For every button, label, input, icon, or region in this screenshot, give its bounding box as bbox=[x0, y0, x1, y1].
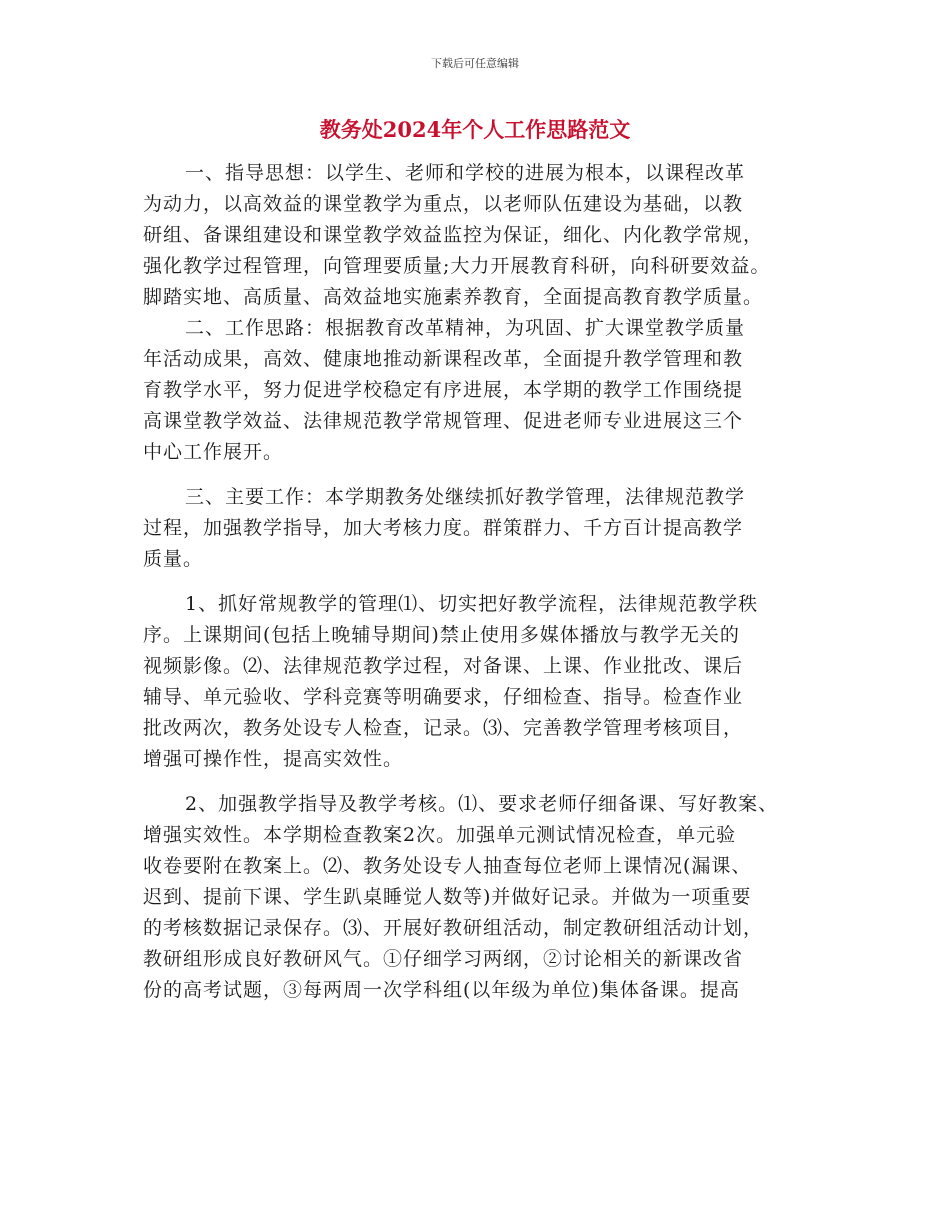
text-line: 份的高考试题，③每两周一次学科组(以年级为单位)集体备课。提高 bbox=[143, 979, 740, 1001]
text-line: 一、指导思想：以学生、老师和学校的进展为根本，以课程改革 bbox=[185, 162, 746, 184]
paragraph-spacer bbox=[143, 575, 833, 589]
text-line: 序。上课期间(包括上晚辅导期间)禁止使用多媒体播放与教学无关的 bbox=[143, 624, 740, 646]
paragraph-work-approach bbox=[143, 313, 833, 468]
text-line: 迟到、提前下课、学生趴桌睡觉人数等)并做好记录。并做为一项重要 bbox=[143, 886, 752, 908]
text-line: 中心工作展开。 bbox=[143, 441, 284, 463]
text-line: 二、工作思路：根据教育改革精神，为巩固、扩大课堂教学质量 bbox=[185, 317, 746, 339]
text-line: 的考核数据记录保存。⑶、开展好教研组活动，制定教研组活动计划， bbox=[143, 917, 764, 939]
text-line: 质量。 bbox=[143, 548, 204, 570]
text-line: 过程，加强教学指导，加大考核力度。群策群力、千方百计提高教学 bbox=[143, 517, 744, 539]
paragraph-routine-teaching bbox=[143, 589, 833, 775]
text-line: 育教学水平，努力促进学校稳定有序进展，本学期的教学工作围绕提 bbox=[143, 379, 744, 401]
text-line: 年活动成果，高效、健康地推动新课程改革，全面提升教学管理和教 bbox=[143, 348, 744, 370]
paragraph-main-work bbox=[143, 482, 833, 575]
text-line: 研组、备课组建设和课堂教学效益监控为保证，细化、内化教学常规， bbox=[143, 224, 764, 246]
text-line: 强化教学过程管理，向管理要质量;大力开展教育科研，向科研要效益。 bbox=[143, 255, 771, 277]
document-title: 教务处2024年个人工作思路范文 bbox=[319, 117, 631, 142]
text-line: 高课堂教学效益、法律规范教学常规管理、促进老师专业进展这三个 bbox=[143, 410, 744, 432]
text-line: 收卷要附在教案上。⑵、教务处设专人抽查每位老师上课情况(漏课、 bbox=[143, 855, 752, 877]
text-line: 辅导、单元验收、学科竞赛等明确要求，仔细检查、指导。检查作业 bbox=[143, 686, 744, 708]
text-line: 增强可操作性，提高实效性。 bbox=[143, 748, 404, 770]
text-line: 三、主要工作：本学期教务处继续抓好教学管理，法律规范教学 bbox=[185, 486, 746, 508]
paragraph-spacer bbox=[143, 775, 833, 789]
text-line: 增强实效性。本学期检查教案2次。加强单元测试情况检查，单元验 bbox=[143, 824, 737, 846]
text-line: 视频影像。⑵、法律规范教学过程，对备课、上课、作业批改、课后 bbox=[143, 655, 744, 677]
text-line: 为动力，以高效益的课堂教学为重点，以老师队伍建设为基础，以教 bbox=[143, 193, 744, 215]
text-line: 教研组形成良好教研风气。①仔细学习两纲，②讨论相关的新课改省 bbox=[143, 948, 744, 970]
paragraph-guiding-ideology bbox=[143, 158, 833, 313]
text-line: 1、抓好常规教学的管理⑴、切实把好教学流程，法律规范教学秩 bbox=[185, 593, 759, 615]
header-note: 下载后可任意编辑 bbox=[431, 57, 519, 70]
text-line: 2、加强教学指导及教学考核。⑴、要求老师仔细备课、写好教案、 bbox=[185, 793, 779, 815]
text-line: 批改两次，教务处设专人检查，记录。⑶、完善教学管理考核项目， bbox=[143, 717, 744, 739]
text-line: 脚踏实地、高质量、高效益地实施素养教育，全面提高教育教学质量。 bbox=[143, 286, 764, 308]
document-body bbox=[143, 158, 833, 1006]
paragraph-teaching-guidance bbox=[143, 789, 833, 1006]
paragraph-spacer bbox=[143, 468, 833, 482]
